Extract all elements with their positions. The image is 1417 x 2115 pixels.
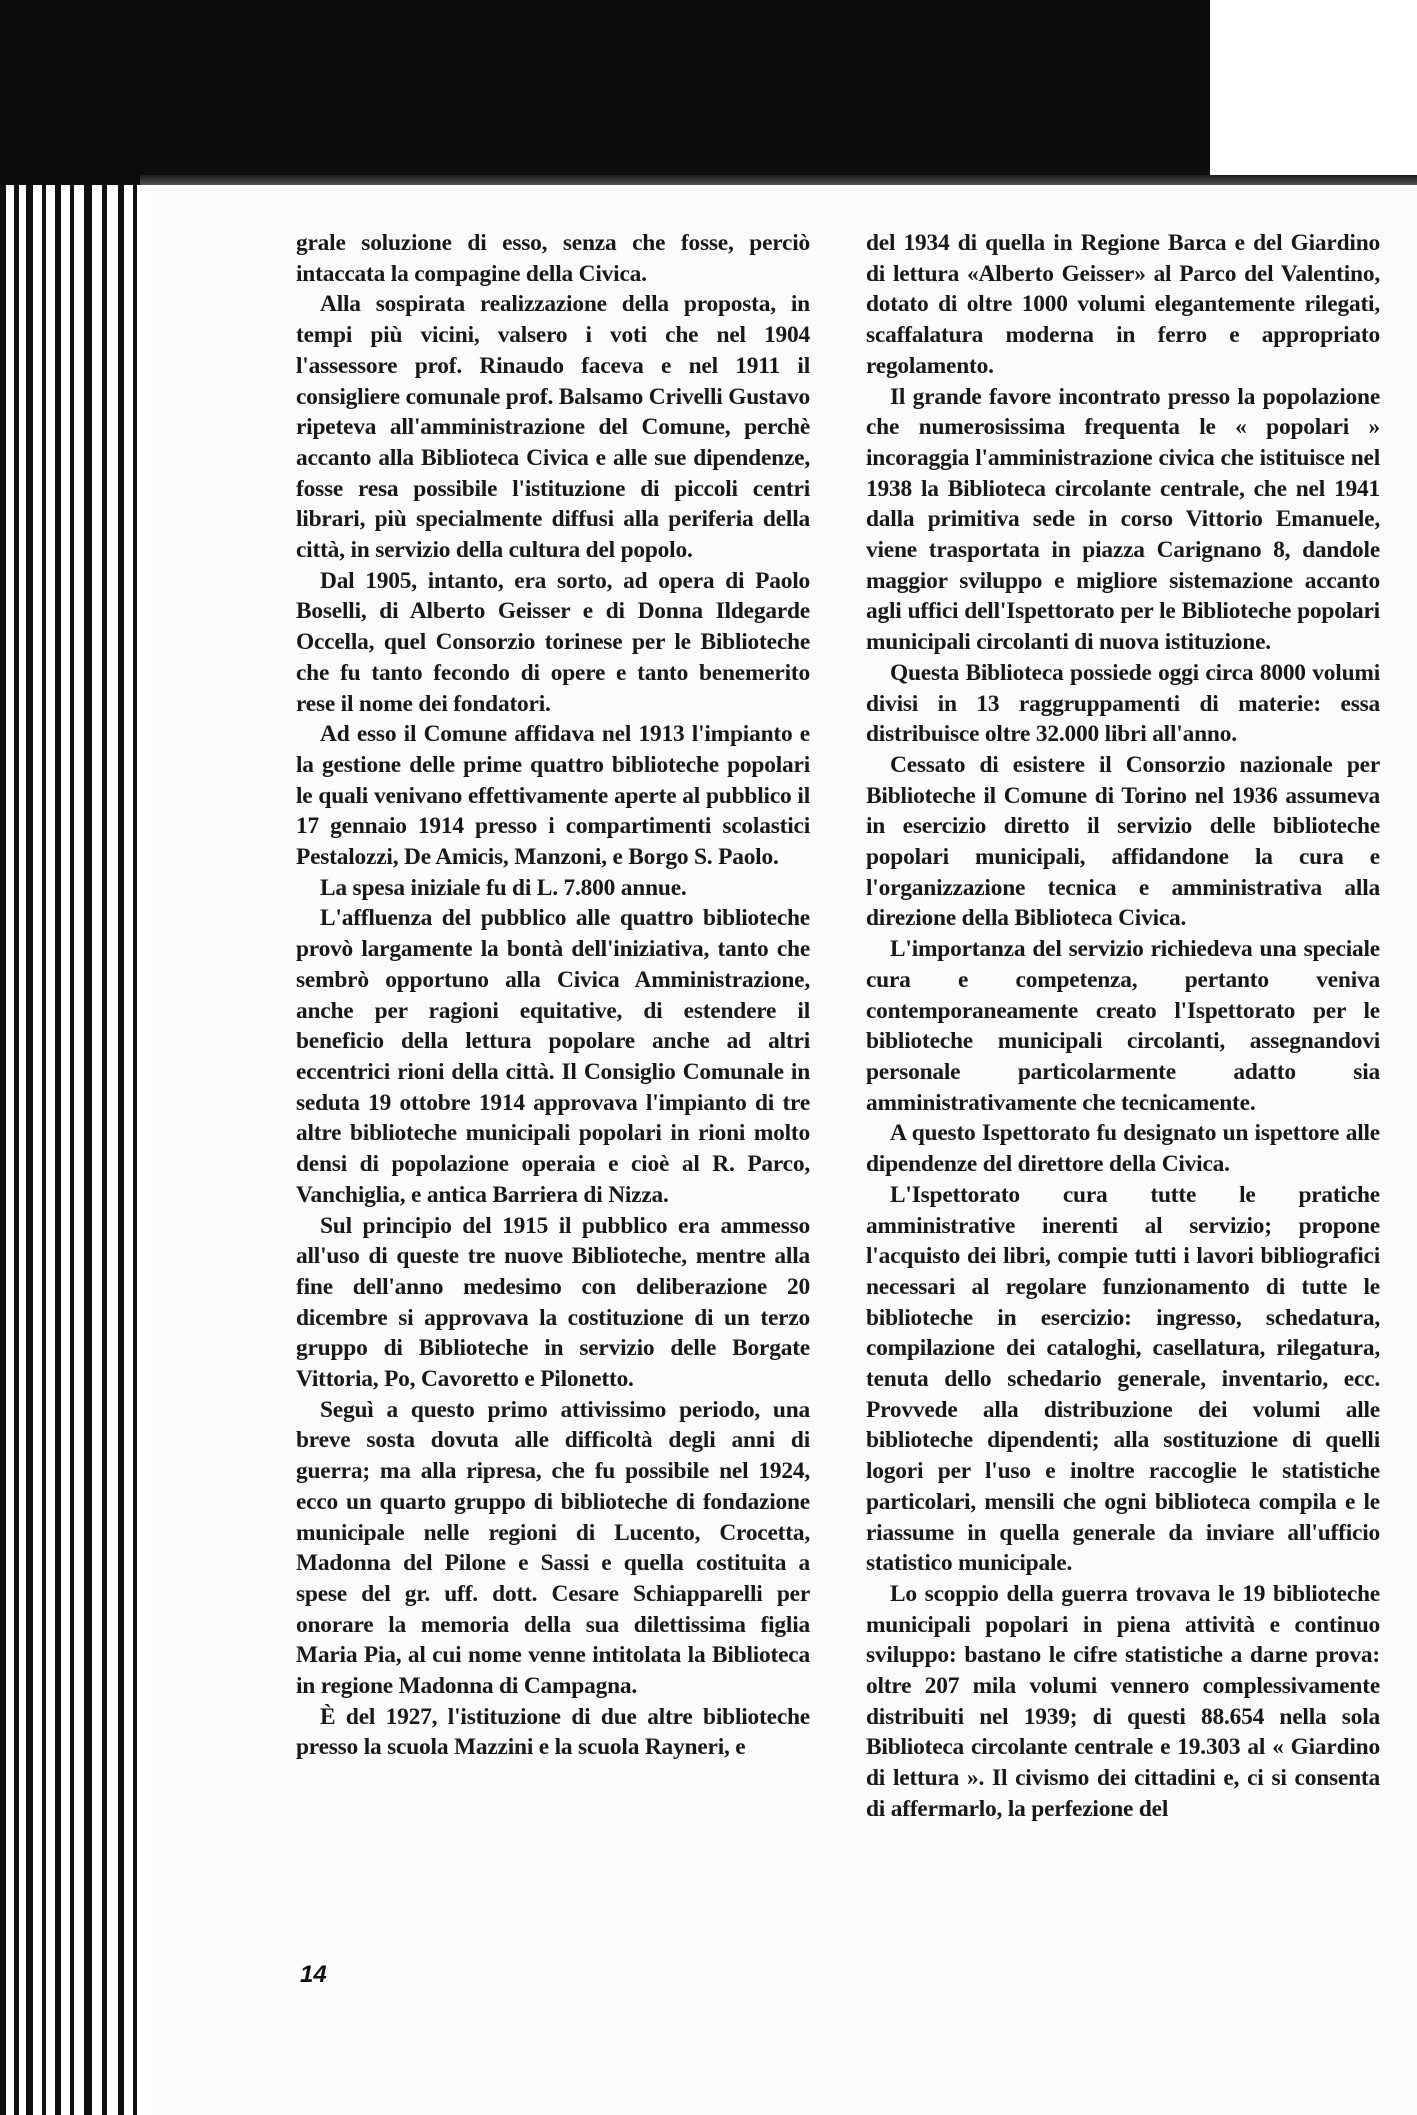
paragraph: grale soluzione di esso, senza che fosse, perciò intaccata la compagine della Civica. [296,230,810,287]
paragraph: del 1934 di quella in Regione Barca e del Giardino di lettura «Alberto Geisser» al Parco del Valentino, dotato di oltre 1000 volumi elegantemente rilegati, scaffalatura moderna in ferro e appropriato regolamento. [866,230,1380,379]
book-spine-edge [0,185,140,2115]
paragraph: Il grande favore incontrato presso la popolazione che numerosissima frequenta le « popolari » incoraggia l'amministrazione civica che istituisce nel 1938 la Biblioteca circolante centrale, che nel 1941 dalla primitiva sede in corso Vittorio Emanuele, viene trasportata in piazza Carignano 8, dandole maggior sviluppo e migliore sistemazione accanto agli uffici dell'Ispettorato per le Biblioteche popolari municipali circolanti di nuova istituzione. [866,383,1380,656]
paragraph: L'affluenza del pubblico alle quattro biblioteche provò largamente la bontà dell'iniziativa, tanto che sembrò opportuno alla Civica Amministrazione, anche per ragioni equitative, di estendere il beneficio della lettura popolare anche ad altri eccentrici rioni della città. Il Consiglio Comunale in seduta 19 ottobre 1914 approvava l'impianto di tre altre biblioteche municipali popolari in rioni molto densi di popolazione operaia e cioè al R. Parco, Vanchiglia, e antica Barriera di Nizza. [296,905,810,1208]
paragraph: L'importanza del servizio richiedeva una speciale cura e competenza, pertanto veniva contemporaneamente creato l'Ispettorato per le biblioteche municipali circolanti, assegnandovi personale particolarmente adatto sia amministrativamente che tecnicamente. [866,936,1380,1116]
paragraph: Cessato di esistere il Consorzio nazionale per Biblioteche il Comune di Torino nel 1936 assumeva in esercizio diretto il servizio delle biblioteche popolari municipali, affidandone la cura e l'organizzazione tecnica e amministrativa alla direzione della Biblioteca Civica. [866,751,1380,932]
paragraph: Dal 1905, intanto, era sorto, ad opera di Paolo Boselli, di Alberto Geisser e di Donna Ildegarde Occella, quel Consorzio torinese per le Biblioteche che fu tanto fecondo di opere e tanto benemerito rese il nome dei fondatori. [296,567,810,717]
paragraph: La spesa iniziale fu di L. 7.800 annue. [320,874,687,901]
paragraph: A questo Ispettorato fu designato un ispettore alle dipendenze del direttore della Civica. [866,1120,1380,1178]
right-text-column [866,228,1380,1825]
paragraph: Sul principio del 1915 il pubblico era ammesso all'uso di queste tre nuove Biblioteche, mentre alla fine dell'anno medesimo con deliberazione 20 dicembre si approvava la costituzione di un terzo gruppo di Biblioteche in servizio delle Borgate Vittoria, Po, Cavoretto e Pilonetto. [296,1212,810,1393]
paragraph: Alla sospirata realizzazione della proposta, in tempi più vicini, valsero i voti che nel 1904 l'assessore prof. Rinaudo faceva e nel 1911 il consigliere comunale prof. Balsamo Crivelli Gustavo ripeteva all'amministrazione del Comune, perchè accanto alla Biblioteca Civica e alle sue dipendenze, fosse resa possibile l'istituzione di piccoli centri librari, più specialmente diffusi alla periferia della città, in servizio della cultura del popolo. [296,291,810,564]
paragraph: Seguì a questo primo attivissimo periodo, una breve sosta dovuta alle difficoltà degli anni di guerra; ma alla ripresa, che fu possibile nel 1924, ecco un quarto gruppo di biblioteche di fondazione municipale nelle regioni di Lucento, Crocetta, Madonna del Pilone e Sassi e quella costituita a spese del gr. uff. dott. Cesare Schiapparelli per onorare la memoria della sua dilettissima figlia Maria Pia, al cui nome venne intitolata la Biblioteca in regione Madonna di Campagna. [296,1396,810,1700]
paragraph: Lo scoppio della guerra trovava le 19 biblioteche municipali popolari in piena attività e continuo sviluppo: bastano le cifre statistiche a darne prova: oltre 207 mila volumi vennero complessivamente distribuiti nel 1939; di questi 88.654 nella sola Biblioteca circolante centrale e 19.303 al « Giardino di lettura ». Il civismo dei cittadini e, ci si consenta di affermarlo, la perfezione del [866,1580,1380,1822]
paragraph: Ad esso il Comune affidava nel 1913 l'impianto e la gestione delle prime quattro biblioteche popolari le quali venivano effettivamente aperte al pubblico il 17 gennaio 1914 presso i compartimenti scolastici Pestalozzi, De Amicis, Manzoni, e Borgo S. Paolo. [296,721,810,871]
left-text-column [296,228,810,1763]
dark-background-block [0,0,1210,185]
paragraph: È del 1927, l'istituzione di due altre biblioteche presso la scuola Mazzini e la scuola Rayneri, e [296,1703,810,1761]
paragraph: Questa Biblioteca possiede oggi circa 8000 volumi divisi in 13 raggruppamenti di materie: essa distribuisce oltre 32.000 libri all'anno. [866,659,1380,748]
paragraph: L'Ispettorato cura tutte le pratiche amministrative inerenti al servizio; propone l'acquisto dei libri, compie tutti i lavori bibliografici necessari al regolare funzionamento di tutte le biblioteche in esercizio: ingresso, schedatura, compilazione dei cataloghi, casellatura, rilegatura, tenuta dello schedario generale, inventario, ecc. Provvede alla distribuzione dei volumi alle biblioteche dipendenti; alla sostituzione di quelli logori per l'uso e inoltre raccoglie le statistiche particolari, mensili che ogni biblioteca compila e le riassume in quella generale da inviare all'ufficio statistico municipale. [866,1181,1380,1577]
page-top-shadow [140,175,1417,185]
page-number: 14 [300,1961,327,1988]
